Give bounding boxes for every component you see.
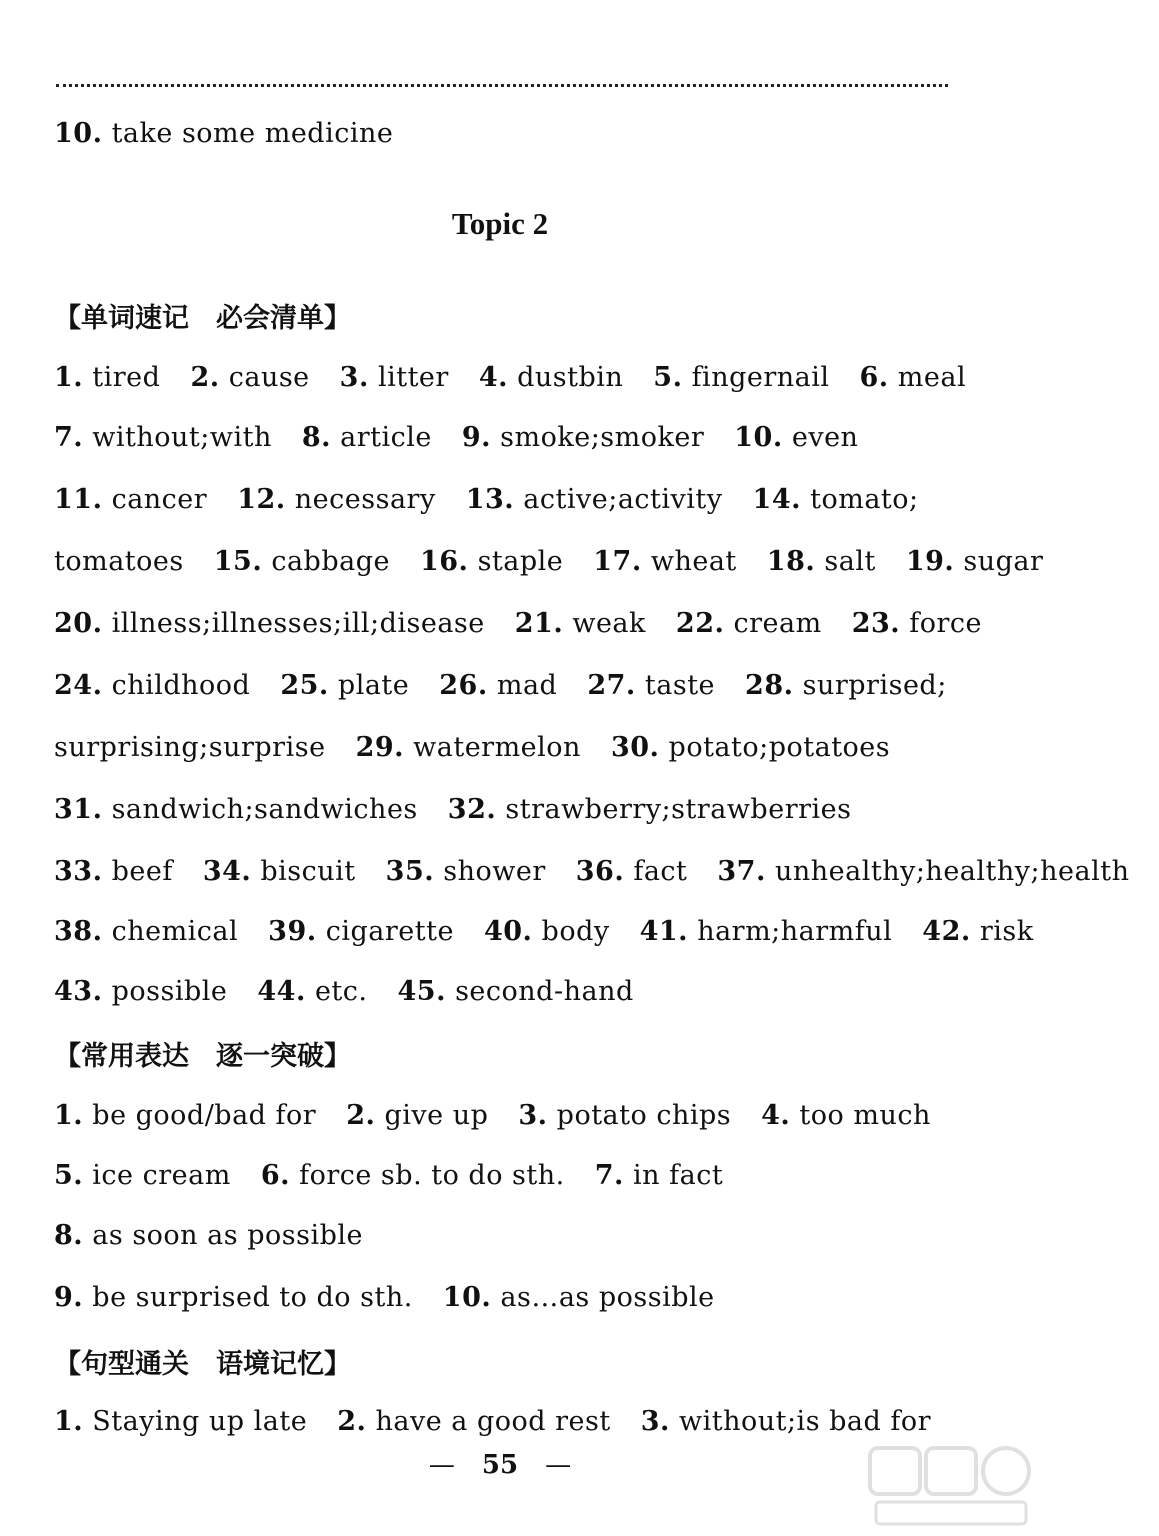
item-text: chemical [111,916,239,947]
item-text: give up [384,1100,489,1131]
item-text: even [791,422,859,453]
answer-item [398,976,634,1007]
answer-item [587,670,715,701]
dotted-separator [56,84,948,87]
item-text: active;activity [523,484,723,515]
item-number: 26. [439,670,488,701]
item-text: fingernail [691,362,830,393]
answer-item [717,856,1129,887]
answer-item [595,1160,723,1191]
section-heading: 【句型通关 语境记忆】 [54,1349,351,1380]
page-footer [0,1450,1000,1480]
item-text: take some medicine [111,118,394,149]
item-text: unhealthy;healthy;health [774,856,1130,887]
item-number: 3. [640,1406,670,1437]
answer-item [54,546,184,577]
item-text: potato;potatoes [668,732,891,763]
item-text: risk [979,916,1034,947]
item-number: 13. [465,484,515,515]
item-text: in fact [633,1160,724,1191]
answer-item [280,670,409,701]
answer-item [190,362,309,393]
answer-item [761,1100,931,1131]
answer-item [466,484,723,515]
item-text: meal [897,362,967,393]
answer-item [515,608,646,639]
footer-dash-right: — [545,1450,572,1480]
answer-item [356,732,581,763]
item-number: 42. [922,916,971,947]
answer-item [518,1100,731,1131]
answer-item [346,1100,488,1131]
item-number: 15. [213,546,263,577]
item-number: 9. [54,1282,84,1313]
item-number: 6. [260,1160,290,1191]
item-number: 1. [54,1100,84,1131]
item-number: 2. [337,1406,367,1437]
item-text: tomatoes [54,546,184,577]
answer-line [54,916,1064,948]
answer-line [54,362,996,394]
answer-line [54,1160,753,1192]
answer-item [54,1220,363,1251]
item-text: dustbin [517,362,624,393]
item-number: 11. [54,484,103,515]
answer-item [462,422,704,453]
item-number: 1. [54,362,84,393]
item-number: 10. [442,1282,492,1313]
item-number: 2. [190,362,220,393]
item-text: too much [799,1100,931,1131]
answer-item [386,856,546,887]
item-text: beef [111,856,173,887]
answer-line [54,670,977,702]
item-text: surprising;surprise [54,732,326,763]
answer-item [54,1160,231,1191]
footer-dash-left: — [428,1450,455,1480]
item-number: 35. [385,856,435,887]
answer-item [479,362,623,393]
answer-line [54,794,881,826]
answer-line [54,422,888,454]
item-number: 33. [54,856,103,887]
item-number: 7. [594,1160,624,1191]
item-number: 4. [478,362,508,393]
item-number: 6. [859,362,889,393]
item-number: 39. [268,916,317,947]
item-number: 22. [675,608,725,639]
item-number: 16. [419,546,469,577]
answer-item [852,608,982,639]
answer-item [268,916,454,947]
item-text: as soon as possible [92,1220,363,1251]
item-number: 44. [257,976,306,1007]
item-text: taste [644,670,716,701]
item-number: 7. [54,422,84,453]
answer-item [576,856,688,887]
item-text: fact [633,856,688,887]
item-number: 37. [717,856,766,887]
item-text: be good/bad for [92,1100,317,1131]
answer-item [860,362,967,393]
item-text: cream [733,608,822,639]
item-text: weak [572,608,646,639]
item-number: 17. [593,546,642,577]
answer-line [54,732,920,764]
item-number: 38. [54,916,103,947]
item-number: 34. [202,856,252,887]
item-number: 30. [610,732,660,763]
item-number: 8. [301,422,332,453]
answer-item [611,732,890,763]
answer-item [593,546,737,577]
answer-item [54,608,485,639]
item-number: 23. [851,608,901,639]
item-text: ice cream [92,1160,231,1191]
answer-item [922,916,1033,947]
item-number: 25. [280,670,329,701]
answer-item [54,484,207,515]
item-number: 4. [761,1100,791,1131]
watermark-logo [866,1444,1036,1530]
item-number: 29. [355,732,405,763]
answer-line [54,976,664,1008]
answer-item [54,362,160,393]
answer-item [54,1100,316,1131]
item-number: 1. [54,1406,84,1437]
answer-item [653,362,829,393]
item-text: possible [111,976,228,1007]
item-text: mad [496,670,558,701]
item-text: without;is bad for [678,1406,932,1437]
answer-item [641,1406,931,1437]
answer-item [439,670,557,701]
answer-item [214,546,390,577]
item-number: 20. [54,608,103,639]
answer-item [745,670,947,701]
item-text: strawberry;strawberries [505,794,852,825]
item-text: salt [824,546,876,577]
item-number: 5. [54,1160,84,1191]
section-heading: 【常用表达 逐一突破】 [54,1041,351,1072]
answer-item [203,856,356,887]
item-text: smoke;smoker [500,422,705,453]
item-text: without;with [92,422,272,453]
item-text: watermelon [413,732,581,763]
item-text: cause [228,362,310,393]
item-text: second-hand [455,976,634,1007]
answer-item [753,484,919,515]
item-text: staple [477,546,564,577]
answer-line [54,608,1012,640]
page-title: Topic 2 [451,206,549,241]
answer-line [54,1220,393,1252]
item-number: 18. [766,546,816,577]
answer-item [337,1406,611,1437]
item-text: litter [377,362,449,393]
answer-line [54,484,949,516]
item-text: etc. [314,976,368,1007]
item-number: 9. [461,422,492,453]
item-text: as…as possible [500,1282,715,1313]
answer-item [640,916,893,947]
item-text: potato chips [556,1100,732,1131]
top-list-item [54,118,393,150]
answer-item [906,546,1044,577]
item-number: 32. [447,794,497,825]
item-text: Staying up late [92,1406,308,1437]
item-text: biscuit [260,856,356,887]
answer-line [54,1100,961,1132]
answer-line [54,1282,745,1314]
item-text: childhood [111,670,251,701]
answer-item [54,794,418,825]
item-number: 5. [653,362,683,393]
item-text: surprised; [802,670,947,701]
item-text: body [541,916,610,947]
item-number: 28. [745,670,794,701]
item-text: cabbage [271,546,390,577]
item-text: wheat [650,546,737,577]
answer-item [54,732,326,763]
answer-item [237,484,436,515]
item-number: 3. [518,1100,548,1131]
item-text: tomato; [810,484,919,515]
item-number: 10. [54,118,103,149]
item-number: 27. [587,670,636,701]
item-number: 36. [575,856,625,887]
page-number: 55 [481,1450,519,1480]
answer-item [54,856,173,887]
answer-line [54,1406,961,1438]
answer-item [54,976,227,1007]
item-text: cancer [111,484,208,515]
item-number: 2. [346,1100,376,1131]
answer-item [420,546,563,577]
item-text: sandwich;sandwiches [111,794,418,825]
answer-item [257,976,367,1007]
item-text: force sb. to do sth. [299,1160,565,1191]
answer-item [261,1160,565,1191]
item-text: sugar [963,546,1044,577]
answer-item [302,422,432,453]
item-number: 8. [54,1220,84,1251]
answer-line [54,856,1159,888]
item-number: 19. [905,546,955,577]
item-number: 41. [639,916,689,947]
item-text: harm;harmful [697,916,893,947]
item-text: article [340,422,432,453]
section-heading: 【单词速记 必会清单】 [54,303,351,334]
item-number: 45. [397,976,446,1007]
answer-item [734,422,858,453]
item-number: 10. [734,422,783,453]
item-number: 14. [752,484,802,515]
item-number: 43. [54,976,103,1007]
answer-item [484,916,610,947]
answer-item [54,422,272,453]
answer-item [340,362,449,393]
item-text: plate [337,670,410,701]
item-text: be surprised to do sth. [92,1282,413,1313]
item-text: shower [443,856,546,887]
item-text: force [909,608,983,639]
answer-item [54,1282,413,1313]
item-number: 24. [54,670,103,701]
answer-line [54,546,1073,578]
answer-item [448,794,852,825]
item-number: 12. [237,484,286,515]
answer-item [443,1282,715,1313]
answer-item [767,546,876,577]
item-number: 3. [339,362,369,393]
item-text: illness;illnesses;ill;disease [111,608,485,639]
item-text: have a good rest [375,1406,611,1437]
answer-item [676,608,822,639]
item-number: 40. [483,916,533,947]
answer-item [54,670,250,701]
item-number: 21. [514,608,564,639]
answer-item [54,1406,307,1437]
item-text: necessary [294,484,436,515]
answer-item [54,916,238,947]
item-text: tired [92,362,161,393]
item-text: cigarette [325,916,454,947]
item-number: 31. [54,794,103,825]
